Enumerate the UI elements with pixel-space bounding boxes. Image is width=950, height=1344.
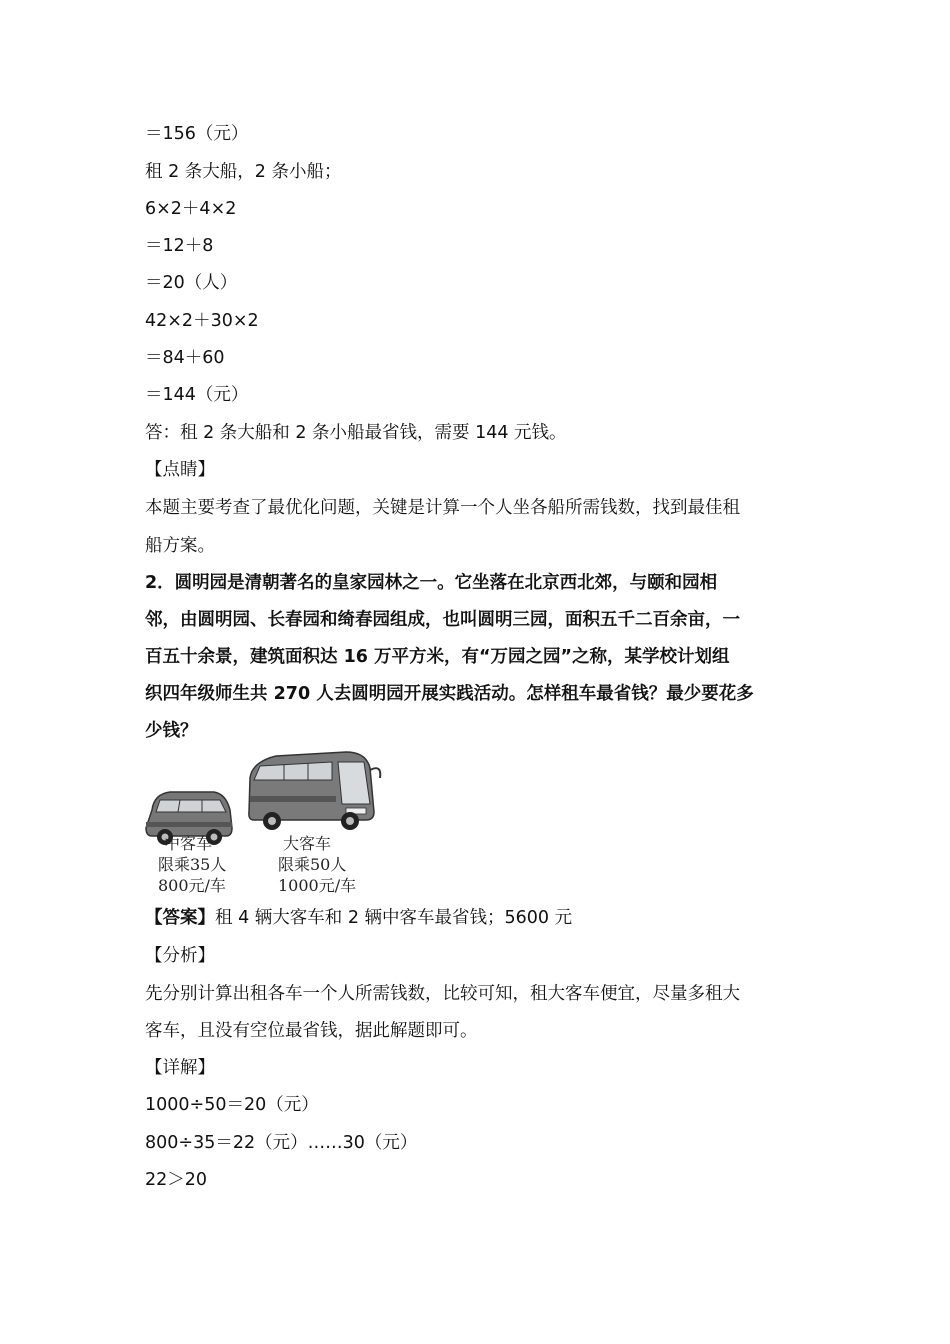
calc-line: ＝156（元） [145,124,249,144]
medium-bus-price: 800元/车 [158,876,226,895]
detail-line: 22＞20 [145,1170,208,1190]
calc-line: 租 2 条大船，2 条小船； [145,162,342,182]
analysis-text: 客车，且没有空位最省钱，据此解题即可。 [145,1021,478,1041]
calc-line: ＝20（人） [145,273,238,293]
large-bus-name: 大客车 [283,834,332,853]
question-line: 少钱？ [145,721,198,741]
question-line: 织四年级师生共 270 人去圆明园开展实践活动。怎样租车最省钱？最少要花多 [145,684,754,704]
section-label-dianjing: 【点睛】 [145,460,215,480]
vehicle-figure [140,748,390,898]
question-line: 邻，由圆明园、长春园和绮春园组成，也叫圆明三园，面积五千二百余亩，一 [145,610,740,630]
section-label-xiangjie: 【详解】 [145,1058,215,1078]
medium-bus-limit: 限乘35人 [158,855,227,874]
question-line: 百五十余景，建筑面积达 16 万平方米，有“万园之园”之称，某学校计划组 [145,647,730,667]
answer-line [145,906,572,930]
calc-line: ＝144（元） [145,385,249,405]
detail-line: 800÷35＝22（元）……30（元） [145,1133,418,1153]
large-bus-price: 1000元/车 [278,876,357,895]
large-bus-limit: 限乘50人 [278,855,347,874]
detail-line: 1000÷50＝20（元） [145,1095,319,1115]
section-label-fenxi: 【分析】 [145,946,215,966]
dianjing-text: 本题主要考查了最优化问题，关键是计算一个人坐各船所需钱数，找到最佳租 [145,498,740,518]
analysis-text: 先分别计算出租各车一个人所需钱数，比较可知，租大客车便宜，尽量多租大 [145,984,740,1004]
answer-text: 租 4 辆大客车和 2 辆中客车最省钱；5600 元 [215,908,573,928]
answer-statement: 答：租 2 条大船和 2 条小船最省钱，需要 144 元钱。 [145,423,567,443]
calc-line: ＝84＋60 [145,348,225,368]
large-bus-illustration [246,748,386,843]
calc-line: 42×2＋30×2 [145,311,259,331]
answer-label: 【答案】 [145,908,215,928]
dianjing-text: 船方案。 [145,536,215,556]
question-line: 2．圆明园是清朝著名的皇家园林之一。它坐落在北京西北郊，与颐和园相 [145,573,718,593]
calc-line: ＝12＋8 [145,236,214,256]
medium-bus-name: 中客车 [164,834,213,853]
calc-line: 6×2＋4×2 [145,199,237,219]
